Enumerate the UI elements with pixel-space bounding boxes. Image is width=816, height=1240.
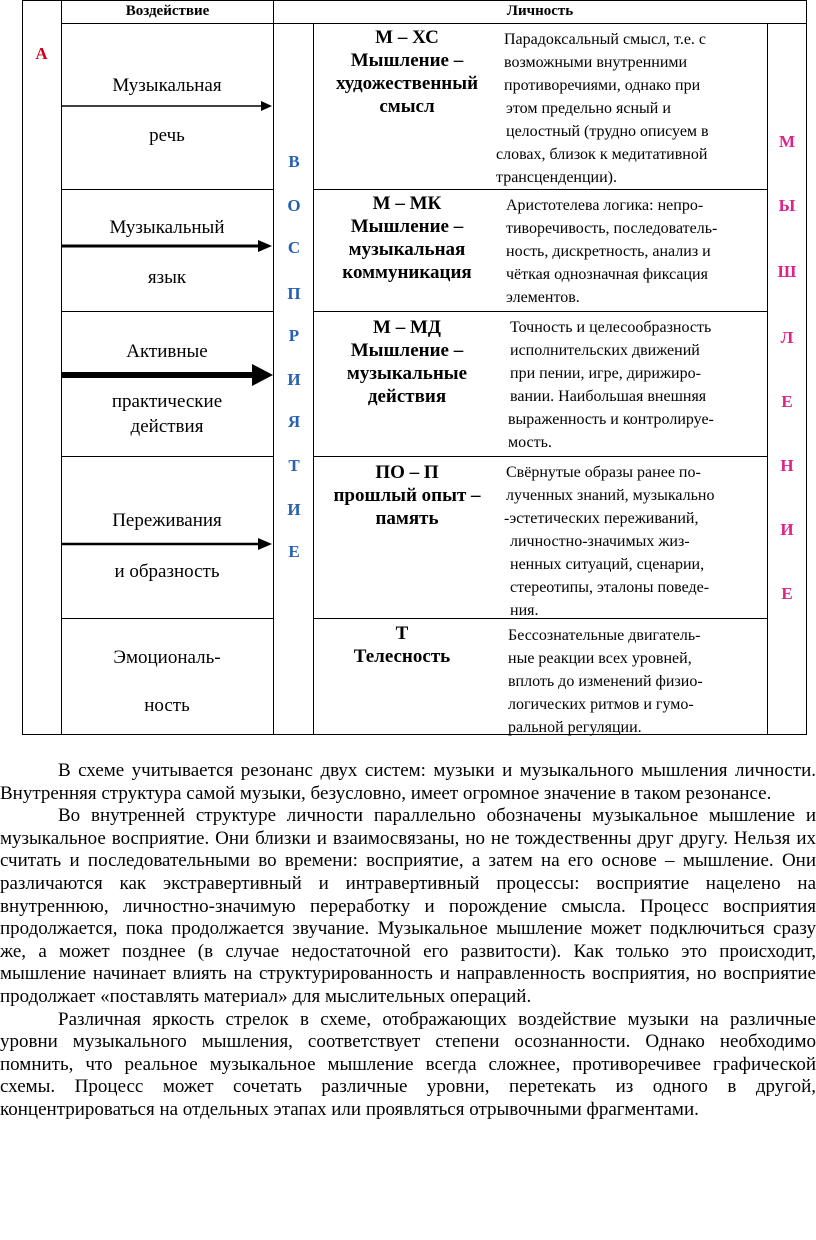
body-text (0, 760, 816, 1122)
thinking-letter: Л (780, 328, 794, 347)
perception-letter: Р (288, 326, 300, 345)
paragraph: Во внутренней структуре личности параллельно обозначены музыкальное мышление и музыкальное восприятие. Они близки и взаимосвязаны, но не тождественны друг другу. Нельзя их считать и последовательными во времени: восприятие, а затем на его основе – мышление. Они различаются как экстравертивный и интравертивный процессы: восприятие нацелено на внутреннюю, личностно-значимую переработку и порождение смысла. Процесс восприятия продолжается, пока продолжается звучание. Музыкальное мышление может подключиться сразу же, а может позднее (в случае недостаточной его развитости). Как только это происходит, мышление начинает влиять на структурированность и направленность восприятия, но восприятие продолжает «поставлять материал» для мыслительных операций. (0, 805, 816, 1007)
arrow-experience-head (258, 538, 272, 550)
perception-letter: И (287, 500, 301, 519)
level-title: Т Телесность (353, 623, 451, 667)
impact-label: ность (144, 695, 190, 716)
level-description: Бессознательные двигатель- ные реакции всех уровней, вплоть до изменений физио- логических ритмов и гумо- ральной регуляции. (508, 627, 703, 736)
header-impact: Воздействие (125, 3, 210, 19)
perception-letter: С (287, 238, 301, 257)
thinking-letter: И (780, 520, 794, 539)
impact-label: и образность (114, 561, 220, 582)
label-a: А (35, 44, 48, 63)
perception-letter: И (287, 370, 301, 389)
thinking-letter: Ш (777, 262, 797, 281)
level-description: Точность и целесообразность исполнительских движений при пении, игре, дирижиро- вании. Наибольшая внешняя выраженность и контролируе- мость. (508, 319, 714, 451)
impact-label: Музыкальный (109, 217, 225, 238)
impact-label: практические (111, 391, 223, 412)
perception-letter: О (287, 196, 301, 215)
thinking-letter: Н (780, 456, 794, 475)
arrow-language-head (258, 240, 272, 252)
perception-letter: Т (288, 456, 300, 475)
level-title: ПО – П прошлый опыт – память (333, 462, 481, 529)
level-description: Парадоксальный смысл, т.е. с возможными внутренними противоречиями, однако при этом предельно ясный и целостный (трудно описуем в словах, близок к медитативной трансценденции). (496, 31, 709, 186)
level-description: Аристотелева логика: непро- тиворечивость, последователь- ность, дискретность, анализ и чёткая однозначная фиксация элементов. (506, 197, 718, 306)
thinking-letter: М (778, 132, 796, 151)
paragraph: В схеме учитывается резонанс двух систем: музыки и музыкального мышления личности. Внутренняя структура самой музыки, безусловно, имеет огромное значение в таком резонансе. (0, 760, 816, 804)
arrow-speech-head (261, 101, 272, 111)
impact-label: действия (130, 416, 204, 437)
perception-letter: Я (287, 412, 301, 431)
level-description: Свёрнутые образы ранее по- лученных знаний, музыкально -эстетических переживаний, личностно-значимых жиз- ненных ситуаций, сценарии, стереотипы, эталоны поведе- ния. (504, 464, 715, 619)
perception-letter: Е (288, 542, 300, 561)
thinking-letter: Е (781, 584, 793, 603)
impact-label: Музыкальная (112, 75, 222, 96)
impact-label: язык (147, 267, 187, 288)
level-title: М – МД Мышление – музыкальные действия (346, 317, 468, 407)
impact-label: Переживания (112, 510, 222, 531)
level-title: М – ХС Мышление – художественный смысл (335, 27, 479, 117)
thinking-letter: Ы (778, 196, 796, 215)
thinking-letter: Е (781, 392, 793, 411)
impact-label: речь (149, 125, 185, 146)
perception-letter: В (288, 152, 300, 171)
level-title: М – МК Мышление – музыкальная коммуникация (342, 193, 472, 283)
impact-label: Эмоциональ- (113, 647, 221, 668)
paragraph: Различная яркость стрелок в схеме, отображающих воздействие музыки на различные уровни музыкального мышления, соответствует степени осознанности. Однако необходимо помнить, что реальное музыкальное мышление всегда сложнее, противоречивее графической схемы. Процесс может сочетать различные уровни, перетекать из одного в другой, концентрироваться на отдельных этапах или проявляться отрывочными фрагментами. (0, 1008, 816, 1120)
header-personality: Личность (506, 3, 574, 19)
arrow-actions-head (252, 364, 273, 386)
perception-letter: П (287, 284, 301, 303)
impact-label: Активные (126, 341, 208, 362)
